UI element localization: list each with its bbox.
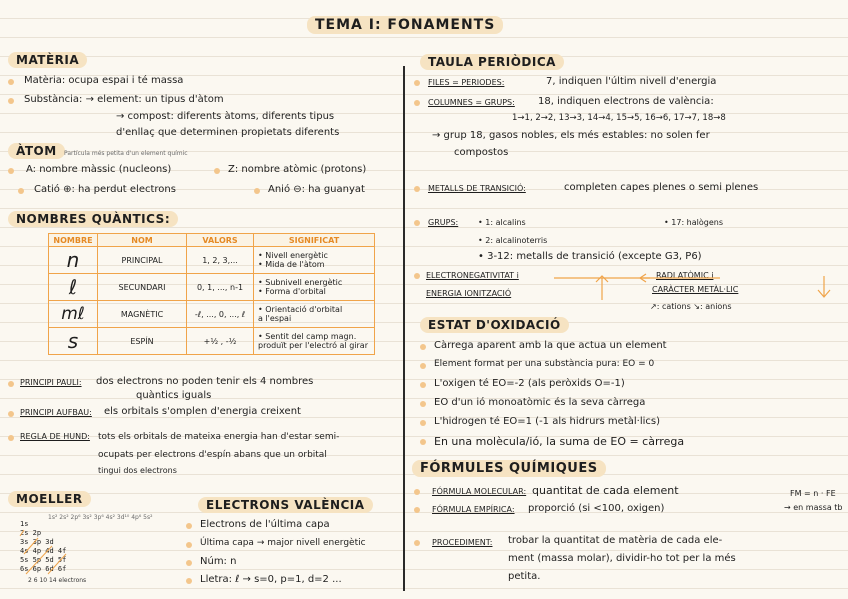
bullet bbox=[8, 79, 14, 85]
files-text: 7, indiquen l'últim nivell d'energia bbox=[546, 76, 717, 87]
moeller-footer: 2 6 10 14 electrons bbox=[28, 577, 87, 584]
meaning-cell bbox=[254, 328, 375, 355]
moeller-row: 1s bbox=[20, 520, 29, 528]
metalls-text: completen capes plenes o semi plenes bbox=[564, 182, 759, 193]
table-header: SIGNIFICAT bbox=[254, 234, 375, 247]
moeller-row: 3s 3p 3d bbox=[20, 538, 54, 546]
bullet bbox=[420, 439, 426, 445]
table-header: NOM bbox=[98, 234, 187, 247]
moeller-heading: MOELLER bbox=[8, 491, 91, 507]
meaning-line: • Forma d'orbital bbox=[258, 287, 326, 296]
bullet bbox=[8, 411, 14, 417]
bullet bbox=[8, 435, 14, 441]
hund-text-3: tingui dos electrons bbox=[98, 466, 177, 475]
table-row bbox=[49, 274, 375, 301]
materia-heading: MATÈRIA bbox=[8, 52, 87, 68]
bullet bbox=[414, 540, 420, 546]
bullet bbox=[186, 542, 192, 548]
materia-line: Matèria: ocupa espai i té massa bbox=[24, 75, 184, 86]
bullet bbox=[420, 382, 426, 388]
valencia-line: Última capa → major nivell energètic bbox=[200, 538, 366, 548]
procediment-label: PROCEDIMENT: bbox=[432, 538, 493, 547]
moeller-arrows bbox=[18, 520, 98, 576]
grups-label: GRUPS: bbox=[428, 218, 459, 227]
bullet bbox=[186, 560, 192, 566]
atom-a: A: nombre màssic (nucleons) bbox=[26, 164, 172, 175]
moeller-row: 6s 6p 6d 6f bbox=[20, 565, 67, 573]
bullet bbox=[414, 100, 420, 106]
name-cell: PRINCIPAL bbox=[98, 247, 187, 274]
bullet bbox=[414, 80, 420, 86]
values-cell: +½ , -½ bbox=[187, 328, 254, 355]
meaning-line: produït per l'electró al girar bbox=[258, 341, 368, 350]
ions-note: ↗: cations ↘: anions bbox=[650, 302, 732, 311]
valencia-line: Lletra: ℓ → s=0, p=1, d=2 ... bbox=[200, 574, 342, 585]
anion: Anió ⊖: ha guanyat bbox=[268, 184, 365, 195]
compost-line-2: d'enllaç que determinen propietats diferents bbox=[116, 127, 340, 138]
radi-label: RADI ATÒMIC i bbox=[656, 271, 714, 280]
procediment-text-3: petita. bbox=[508, 571, 541, 582]
moeller-sequence: 1s² 2s² 2p⁶ 3s² 3p⁶ 4s² 3d¹⁰ 4p⁶ 5s² bbox=[48, 514, 153, 521]
name-cell: SECUNDARI bbox=[98, 274, 187, 301]
grup-3-12: • 3-12: metalls de transició (excepte G3, P6) bbox=[478, 251, 702, 262]
pauli-label: PRINCIPI PAULI: bbox=[20, 378, 82, 387]
formula-molecular-text: quantitat de cada element bbox=[532, 484, 679, 497]
aufbau-text: els orbitals s'omplen d'energia creixent bbox=[104, 406, 301, 417]
fm-note: FM = n · FE bbox=[790, 489, 836, 498]
bullet bbox=[18, 188, 24, 194]
hund-text-2: ocupats per electrons d'espín abans que un orbital bbox=[98, 450, 327, 460]
moeller-row: 2s 2p bbox=[20, 529, 42, 537]
bullet bbox=[186, 578, 192, 584]
oxidacio-line: EO d'un ió monoatòmic és la seva càrrega bbox=[434, 397, 646, 408]
moeller-row: 5s 5p 5d 5f bbox=[20, 556, 67, 564]
bullet bbox=[414, 220, 420, 226]
hund-text: tots els orbitals de mateixa energia han d'estar semi- bbox=[98, 432, 340, 442]
formula-empirica-label: FÓRMULA EMPÍRICA: bbox=[432, 505, 515, 514]
oxidacio-line: L'oxigen té EO=-2 (als peròxids O=-1) bbox=[434, 378, 625, 389]
meaning-cell bbox=[254, 247, 375, 274]
files-label: FILES = PERIODES: bbox=[428, 78, 505, 87]
meaning-line: a l'espai bbox=[258, 314, 292, 323]
procediment-text: trobar la quantitat de matèria de cada ele- bbox=[508, 535, 723, 546]
meaning-line: • Orientació d'orbital bbox=[258, 305, 343, 314]
bullet bbox=[420, 363, 426, 369]
oxidacio-line: Càrrega aparent amb la que actua un element bbox=[434, 340, 667, 351]
oxidacio-line: L'hidrogen té EO=1 (-1 als hidrurs metàl·lics) bbox=[434, 416, 660, 427]
meaning-cell bbox=[254, 274, 375, 301]
atom-z: Z: nombre atòmic (protons) bbox=[228, 164, 367, 175]
moeller-row: 4s 4p 4d 4f bbox=[20, 547, 67, 555]
quantic-heading: NOMBRES QUÀNTICS: bbox=[8, 211, 178, 227]
symbol-cell: n bbox=[49, 247, 98, 274]
taula-heading: TAULA PERIÒDICA bbox=[420, 54, 564, 70]
values-cell: -ℓ, ..., 0, ..., ℓ bbox=[187, 301, 254, 328]
column-divider bbox=[403, 66, 405, 591]
grup18-line: → grup 18, gasos nobles, els més estables: no solen fer bbox=[432, 130, 710, 141]
substancia-line: Substància: → element: un tipus d'àtom bbox=[24, 94, 224, 105]
fm-note-2: → en massa tb bbox=[784, 503, 843, 512]
trend-arrows bbox=[550, 272, 840, 304]
bullet bbox=[186, 523, 192, 529]
meaning-line: • Subnivell energètic bbox=[258, 278, 343, 287]
oxidacio-line: En una molècula/ió, la suma de EO = càrrega bbox=[434, 435, 685, 448]
oxidacio-heading: ESTAT D'OXIDACIÓ bbox=[420, 317, 569, 333]
symbol-cell: ℓ bbox=[49, 274, 98, 301]
grup18-line-2: compostos bbox=[454, 147, 509, 158]
columnes-text: 18, indiquen electrons de valència: bbox=[538, 96, 714, 107]
metalls-label: METALLS DE TRANSICIÓ: bbox=[428, 184, 526, 193]
pauli-text: dos electrons no poden tenir els 4 nombres bbox=[96, 376, 314, 387]
columnes-sequence: 1→1, 2→2, 13→3, 14→4, 15→5, 16→6, 17→7, 18→8 bbox=[512, 113, 726, 123]
compost-line: → compost: diferents àtoms, diferents tipus bbox=[116, 111, 335, 122]
values-cell: 1, 2, 3,... bbox=[187, 247, 254, 274]
bullet bbox=[8, 98, 14, 104]
bullet bbox=[420, 401, 426, 407]
table-row bbox=[49, 301, 375, 328]
metallic-label: CARÀCTER METÀL·LIC bbox=[652, 285, 739, 294]
bullet bbox=[414, 507, 420, 513]
bullet bbox=[414, 489, 420, 495]
atom-note: Partícula més petita d'un element químic bbox=[64, 150, 188, 157]
meaning-line: • Nivell energètic bbox=[258, 251, 328, 260]
quantic-table bbox=[48, 233, 375, 355]
formula-molecular-label: FÓRMULA MOLECULAR: bbox=[432, 487, 527, 496]
aufbau-label: PRINCIPI AUFBAU: bbox=[20, 408, 92, 417]
grup-2: • 2: alcalinoterris bbox=[478, 236, 548, 245]
meaning-line: • Mida de l'àtom bbox=[258, 260, 325, 269]
bullet bbox=[214, 168, 220, 174]
valencia-heading: ELECTRONS VALÈNCIA bbox=[198, 497, 373, 513]
cation: Catió ⊕: ha perdut electrons bbox=[34, 184, 176, 195]
atom-heading: ÀTOM bbox=[8, 143, 65, 159]
page-title: TEMA I: FONAMENTS bbox=[307, 16, 503, 34]
symbol-cell: s bbox=[49, 328, 98, 355]
formula-empirica-text: proporció (si <100, oxigen) bbox=[528, 503, 665, 514]
table-header: NOMBRE bbox=[49, 234, 98, 247]
bullet bbox=[8, 168, 14, 174]
bullet bbox=[420, 344, 426, 350]
name-cell: ESPÍN bbox=[98, 328, 187, 355]
valencia-line: Núm: n bbox=[200, 556, 237, 567]
bullet bbox=[414, 273, 420, 279]
symbol-cell: mℓ bbox=[49, 301, 98, 328]
procediment-text-2: ment (massa molar), dividir-ho tot per la més bbox=[508, 553, 736, 564]
formules-heading: FÓRMULES QUÍMIQUES bbox=[412, 460, 606, 477]
grup-17: • 17: halògens bbox=[664, 218, 724, 227]
meaning-cell bbox=[254, 301, 375, 328]
name-cell: MAGNÈTIC bbox=[98, 301, 187, 328]
meaning-line: • Sentit del camp magn. bbox=[258, 332, 357, 341]
oxidacio-line: Element format per una substància pura: EO = 0 bbox=[434, 359, 655, 369]
ionitzacio-label: ENERGIA IONITZACIÓ bbox=[426, 289, 512, 298]
electronegativitat-label: ELECTRONEGATIVITAT i bbox=[426, 271, 519, 280]
bullet bbox=[414, 186, 420, 192]
bullet bbox=[254, 188, 260, 194]
values-cell: 0, 1, ..., n-1 bbox=[187, 274, 254, 301]
table-header: VALORS bbox=[187, 234, 254, 247]
table-row bbox=[49, 328, 375, 355]
table-row bbox=[49, 247, 375, 274]
grup-1: • 1: alcalins bbox=[478, 218, 526, 227]
columnes-label: COLUMNES = GRUPS: bbox=[428, 98, 515, 107]
pauli-text-2: quàntics iguals bbox=[136, 390, 212, 401]
bullet bbox=[420, 420, 426, 426]
valencia-line: Electrons de l'última capa bbox=[200, 519, 330, 530]
hund-label: REGLA DE HUND: bbox=[20, 432, 90, 441]
bullet bbox=[8, 381, 14, 387]
